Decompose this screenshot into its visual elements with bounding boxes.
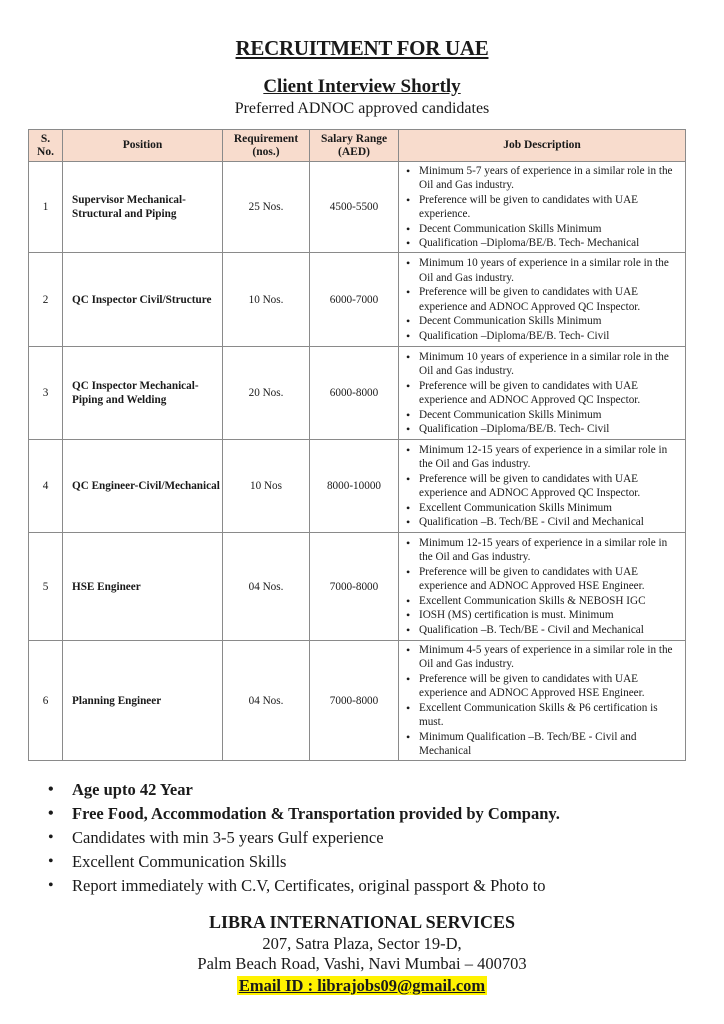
cell-salary: 7000-8000 [310, 641, 399, 761]
column-header-position: Position [63, 130, 223, 162]
description-item: • Excellent Communication Skills Minimum [405, 501, 681, 516]
address-line-2: Palm Beach Road, Vashi, Navi Mumbai – 400703 [197, 954, 527, 973]
cell-position: QC Engineer-Civil/Mechanical [63, 440, 223, 533]
note-item: • Free Food, Accommodation & Transportation provided by Company. [48, 802, 688, 826]
description-list [405, 643, 681, 759]
cell-requirement: 10 Nos. [223, 253, 310, 347]
cell-salary: 4500-5500 [310, 162, 399, 253]
cell-salary: 6000-7000 [310, 253, 399, 347]
cell-requirement: 10 Nos [223, 440, 310, 533]
description-item: • Preference will be given to candidates with UAE experience and ADNOC Approved QC Inspector. [405, 285, 681, 314]
preference-note: Preferred ADNOC approved candidates [234, 100, 490, 117]
description-item: • Minimum 4-5 years of experience in a similar role in the Oil and Gas industry. [405, 643, 681, 672]
description-item: • Minimum 12-15 years of experience in a similar role in the Oil and Gas industry. [405, 536, 681, 565]
page-title: RECRUITMENT FOR UAE [235, 36, 489, 60]
contact-footer [0, 910, 724, 998]
description-item: • Qualification –Diploma/BE/B. Tech- Mechanical [405, 236, 681, 251]
cell-salary: 6000-8000 [310, 347, 399, 440]
cell-sno: 1 [29, 162, 63, 253]
cell-requirement: 25 Nos. [223, 162, 310, 253]
note-item: • Excellent Communication Skills [48, 850, 688, 874]
cell-position: QC Inspector Civil/Structure [63, 253, 223, 347]
note-item: • Age upto 42 Year [48, 778, 688, 802]
cell-salary: 8000-10000 [310, 440, 399, 533]
description-item: • Minimum 12-15 years of experience in a similar role in the Oil and Gas industry. [405, 443, 681, 472]
table-row [29, 440, 686, 533]
description-item: • Minimum 5-7 years of experience in a similar role in the Oil and Gas industry. [405, 164, 681, 193]
company-name: LIBRA INTERNATIONAL SERVICES [208, 912, 516, 932]
description-list [405, 350, 681, 437]
note-item: • Candidates with min 3-5 years Gulf experience [48, 826, 688, 850]
cell-sno: 4 [29, 440, 63, 533]
table-header-row [29, 130, 686, 162]
table-row [29, 162, 686, 253]
cell-requirement: 04 Nos. [223, 533, 310, 641]
cell-job-description [399, 440, 686, 533]
column-header-requirement: Requirement (nos.) [223, 130, 310, 162]
cell-job-description [399, 162, 686, 253]
description-item: • Preference will be given to candidates with UAE experience and ADNOC Approved QC Inspector. [405, 379, 681, 408]
description-item: • Qualification –Diploma/BE/B. Tech- Civil [405, 422, 681, 437]
cell-job-description [399, 253, 686, 347]
cell-job-description [399, 641, 686, 761]
cell-job-description [399, 533, 686, 641]
description-item: • Minimum 10 years of experience in a similar role in the Oil and Gas industry. [405, 350, 681, 379]
description-item: • Qualification –B. Tech/BE - Civil and Mechanical [405, 623, 681, 638]
table-row [29, 641, 686, 761]
column-header-description: Job Description [399, 130, 686, 162]
description-item: • Preference will be given to candidates with UAE experience and ADNOC Approved HSE Engineer. [405, 565, 681, 594]
cell-requirement: 20 Nos. [223, 347, 310, 440]
description-list [405, 536, 681, 638]
cell-job-description [399, 347, 686, 440]
cell-position: HSE Engineer [63, 533, 223, 641]
table-row [29, 533, 686, 641]
description-item: • Qualification –Diploma/BE/B. Tech- Civil [405, 329, 681, 344]
description-item: • Excellent Communication Skills & P6 certification is must. [405, 701, 681, 730]
description-item: • Decent Communication Skills Minimum [405, 222, 681, 237]
description-item: • Preference will be given to candidates with UAE experience and ADNOC Approved HSE Engineer. [405, 672, 681, 701]
cell-sno: 3 [29, 347, 63, 440]
column-header-sno: S. No. [29, 130, 63, 162]
description-list [405, 256, 681, 343]
description-list [405, 443, 681, 530]
description-item: • IOSH (MS) certification is must. Minimum [405, 608, 681, 623]
description-item: • Decent Communication Skills Minimum [405, 314, 681, 329]
note-item: • Report immediately with C.V, Certificates, original passport & Photo to [48, 874, 688, 898]
cell-requirement: 04 Nos. [223, 641, 310, 761]
cell-position: Supervisor Mechanical-Structural and Piping [63, 162, 223, 253]
table-row [29, 347, 686, 440]
address-line-1: 207, Satra Plaza, Sector 19-D, [262, 934, 462, 953]
cell-sno: 2 [29, 253, 63, 347]
page-subtitle: Client Interview Shortly [263, 76, 461, 97]
description-item: • Minimum Qualification –B. Tech/BE - Civil and Mechanical [405, 730, 681, 759]
description-list [405, 164, 681, 251]
column-header-salary: Salary Range (AED) [310, 130, 399, 162]
description-item: • Qualification –B. Tech/BE - Civil and Mechanical [405, 515, 681, 530]
description-item: • Excellent Communication Skills & NEBOSH IGC [405, 594, 681, 609]
cell-salary: 7000-8000 [310, 533, 399, 641]
table-row [29, 253, 686, 347]
description-item: • Preference will be given to candidates with UAE experience and ADNOC Approved QC Inspector. [405, 472, 681, 501]
cell-sno: 6 [29, 641, 63, 761]
cell-position: QC Inspector Mechanical-Piping and Welding [63, 347, 223, 440]
cell-sno: 5 [29, 533, 63, 641]
cell-position: Planning Engineer [63, 641, 223, 761]
description-item: • Preference will be given to candidates with UAE experience. [405, 193, 681, 222]
description-item: • Decent Communication Skills Minimum [405, 408, 681, 423]
notes-list [48, 778, 688, 898]
jobs-table [28, 129, 686, 761]
email-link[interactable]: Email ID : librajobs09@gmail.com [238, 976, 486, 995]
description-item: • Minimum 10 years of experience in a similar role in the Oil and Gas industry. [405, 256, 681, 285]
